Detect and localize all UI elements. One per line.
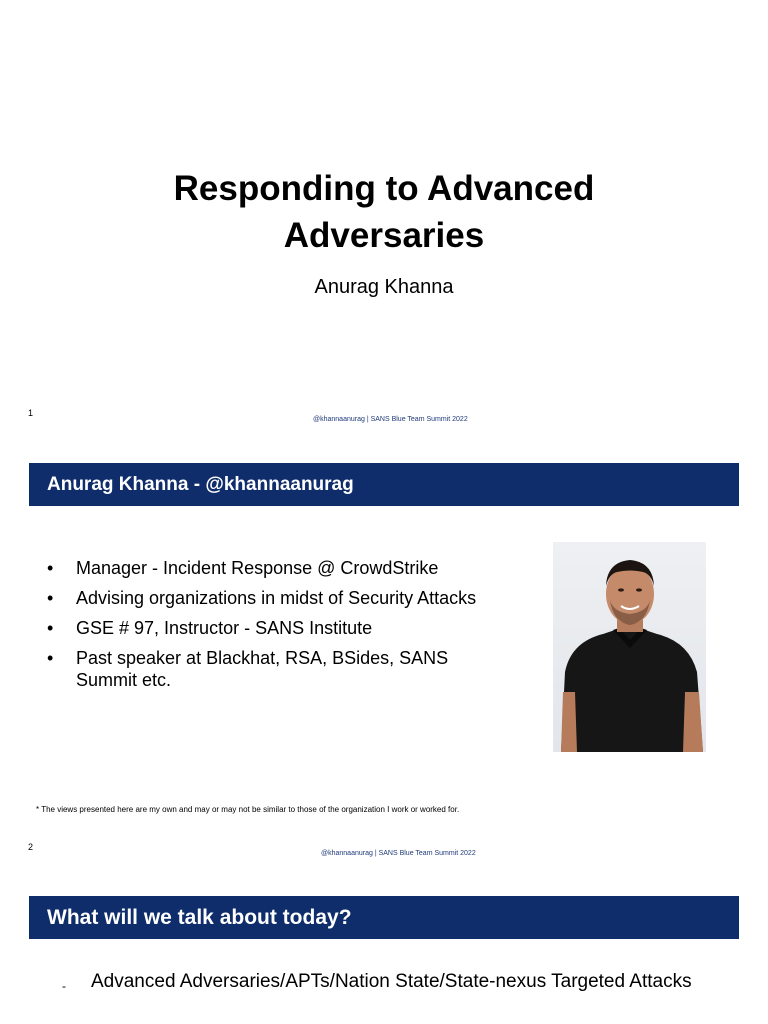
list-item	[47, 647, 507, 691]
speaker-header-bar	[29, 463, 739, 506]
author-name: Anurag Khanna	[314, 276, 454, 298]
bullet-dot: •	[47, 648, 54, 668]
agenda-header-text: What will we talk about today?	[47, 905, 352, 929]
list-item	[47, 587, 507, 609]
speaker-portrait-photo	[553, 542, 706, 752]
slide-number-2: 2	[28, 842, 34, 852]
title-line-2: Adversaries	[283, 216, 485, 255]
agenda-header-bar	[29, 896, 739, 939]
slide-number-1: 1	[28, 408, 34, 418]
agenda-list	[62, 970, 702, 994]
list-item	[62, 970, 702, 994]
footer-2: @khannaanurag | SANS Blue Team Summit 2022	[321, 850, 476, 857]
title-line-1: Responding to Advanced	[173, 169, 595, 208]
speaker-bullet-list	[47, 557, 507, 699]
bullet-dot: •	[47, 558, 54, 578]
bullet-text: Past speaker at Blackhat, RSA, BSides, SANS Summit etc.	[76, 648, 449, 690]
disclaimer-text: * The views presented here are my own and may or may not be similar to those of the organization I work or worked for.	[36, 805, 460, 814]
bullet-dot: •	[47, 588, 54, 608]
bullet-dot: •	[47, 618, 54, 638]
agenda-item-text: Advanced Adversaries/APTs/Nation State/State-nexus Targeted Attacks	[91, 971, 692, 992]
dash-marker: -	[62, 979, 66, 993]
speaker-portrait-icon	[553, 542, 706, 752]
bullet-text: GSE # 97, Instructor - SANS Institute	[76, 618, 373, 638]
bullet-text: Manager - Incident Response @ CrowdStrike	[76, 558, 439, 578]
list-item	[47, 557, 507, 579]
bullet-text: Advising organizations in midst of Security Attacks	[76, 588, 477, 608]
list-item	[47, 617, 507, 639]
speaker-header-text: Anurag Khanna - @khannaanurag	[47, 473, 354, 495]
footer-1: @khannaanurag | SANS Blue Team Summit 2022	[313, 416, 468, 423]
